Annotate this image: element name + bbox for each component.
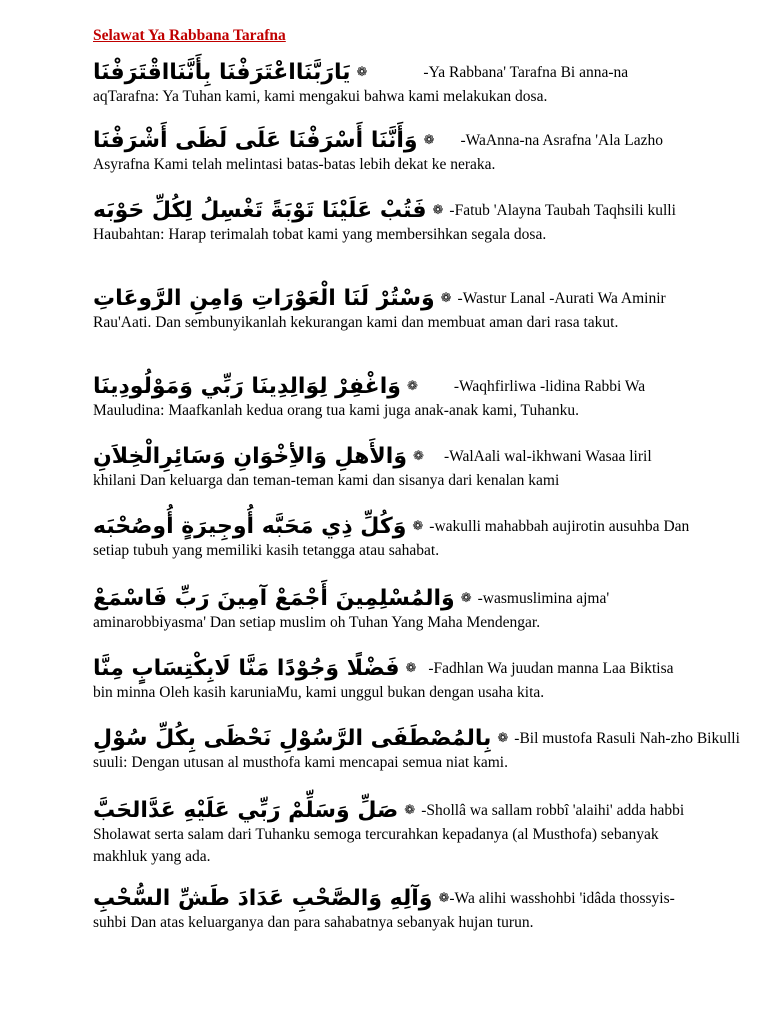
verse-arabic: صَلِّ وَسَلِّمْ رَبِّي عَلَيْهِ عَدَّالحَبَّ [93,798,399,823]
verse-translation: aminarobbiyasma' Dan setiap muslim oh Tuhan Yang Maha Mendengar. [93,614,541,631]
verse-11 [93,790,683,878]
verse-arabic: وَكُلِّ ذِي مَحَبَّه أُوجِيرَةٍ أُوصُحْبَه [93,514,407,539]
verse-translation: Sholawat serta salam dari Tuhanku semoga tercurahkan kepadanya (al Musthofa) sebanyak makhluk yang ada. [93,826,659,865]
verse-4 [93,278,683,366]
flower-icon: ❁ [413,449,424,464]
verse-translation: setiap tubuh yang memiliki kasih tetangga atau sahabat. [93,542,440,559]
verse-translation: bin minna Oleh kasih karuniaMu, kami unggul bukan dengan usaha kita. [93,684,545,701]
verse-arabic: وَالأَهلِ وَالأِخْوَانِ وَسَائِرِالْخِلاَنِ [93,444,408,469]
verse-arabic: فَضْلًا وَجُوْدًا مَنَّا لَابِكْتِسَابٍ مِنَّا [93,656,400,681]
verse-arabic: بِالمُصْطَفَى الرَّسُوْلِ نَحْظَى بِكُلِّ سُوْلِ [93,726,492,751]
verse-transliteration: -wasmuslimina ajma' [477,590,610,607]
verse-transliteration: -Fatub 'Alayna Taubah Taqhsili kulli [449,202,676,219]
verse-arabic: فَتُبْ عَلَيْنَا تَوْبَةً تَغْسِلُ لِكُلِّ حَوْبَه [93,198,427,223]
document-page [93,26,740,946]
verse-transliteration: -Ya Rabbana' Tarafna Bi anna-na [423,64,629,81]
verse-5 [93,366,683,436]
verse-transliteration: -WalAali wal-ikhwani Wasaa liril [443,448,652,465]
flower-icon: ❁ [460,591,472,606]
flower-icon: ❁ [432,203,444,218]
flower-icon: ❁ [497,731,509,746]
verse-transliteration: -wakulli mahabbah aujirotin ausuhba Dan [429,518,690,535]
verse-2 [93,120,683,190]
flower-icon: ❁ [356,65,368,80]
verse-arabic: وَسْتُرْ لَنَا الْعَوْرَاتِ وَامِنِ الرَّوعَاتِ [93,286,435,311]
verse-transliteration: -WaAnna-na Asrafna 'Ala Lazho [460,132,664,149]
verse-translation: suuli: Dengan utusan al musthofa kami mencapai semua niat kami. [93,754,508,771]
verse-translation: Rau'Aati. Dan sembunyikanlah kekurangan kami dan membuat aman dari rasa takut. [93,314,619,331]
verse-transliteration: -Wa alihi wasshohbi 'idâda thossyis- [449,890,675,907]
verse-arabic: وَأَنَّنَا أَسْرَفْنَا عَلَى لَظَى أَشْرَفْنَا [93,128,418,153]
verse-translation: aqTarafna: Ya Tuhan kami, kami mengakui bahwa kami melakukan dosa. [93,88,548,105]
verse-translation: khilani Dan keluarga dan teman-teman kami dan sisanya dari kenalan kami [93,472,560,489]
verse-arabic: وَالمُسْلِمِينَ أَجْمَعْ آمِينَ رَبِّ فَاسْمَعْ [93,586,455,611]
verse-1 [93,52,683,120]
verse-translation: Asyrafna Kami telah melintasi batas-batas lebih dekat ke neraka. [93,156,496,173]
verse-8 [93,578,683,648]
verse-transliteration: -Shollâ wa sallam robbî 'alaihi' adda habbi [421,802,685,819]
verse-3 [93,190,683,278]
flower-icon: ❁ [404,803,416,818]
verse-translation: suhbi Dan atas keluarganya dan para sahabatnya sebanyak hujan turun. [93,914,534,931]
verse-translation: Haubahtan: Harap terimalah tobat kami yang membersihkan segala dosa. [93,226,547,243]
verse-transliteration: -Bil mustofa Rasuli Nah-zho Bikulli [514,730,740,747]
verse-12 [93,878,683,946]
flower-icon: ❁ [405,661,417,676]
verse-7 [93,506,690,578]
verse-arabic: يَارَبَّنَااعْتَرَفْنَا بِأَنَّنَااقْتَرَفْنَا [93,60,351,85]
verse-transliteration: -Waqhfirliwa -lidina Rabbi Wa [453,378,646,395]
verse-6 [93,436,683,506]
flower-icon: ❁ [406,379,418,394]
flower-icon: ❁ [438,891,450,906]
flower-icon: ❁ [412,519,424,534]
verse-arabic: وَاغْفِرْ لِوَالِدِينَا رَبِّي وَمَوْلُودِينَا [93,374,401,399]
verse-transliteration: -Wastur Lanal -Aurati Wa Aminir [457,290,666,307]
verse-translation: Mauludina: Maafkanlah kedua orang tua kami juga anak-anak kami, Tuhanku. [93,402,579,419]
document-title: Selawat Ya Rabbana Tarafna [93,27,286,44]
verse-arabic: وَآلِهِ وَالصَّحْبِ عَدَادَ طَشِّ السُّحْبِ [93,886,433,911]
verse-transliteration: -Fadhlan Wa juudan manna Laa Biktisa [428,660,674,677]
verse-10 [93,718,740,790]
flower-icon: ❁ [440,291,452,306]
flower-icon: ❁ [423,133,435,148]
verse-9 [93,648,683,718]
